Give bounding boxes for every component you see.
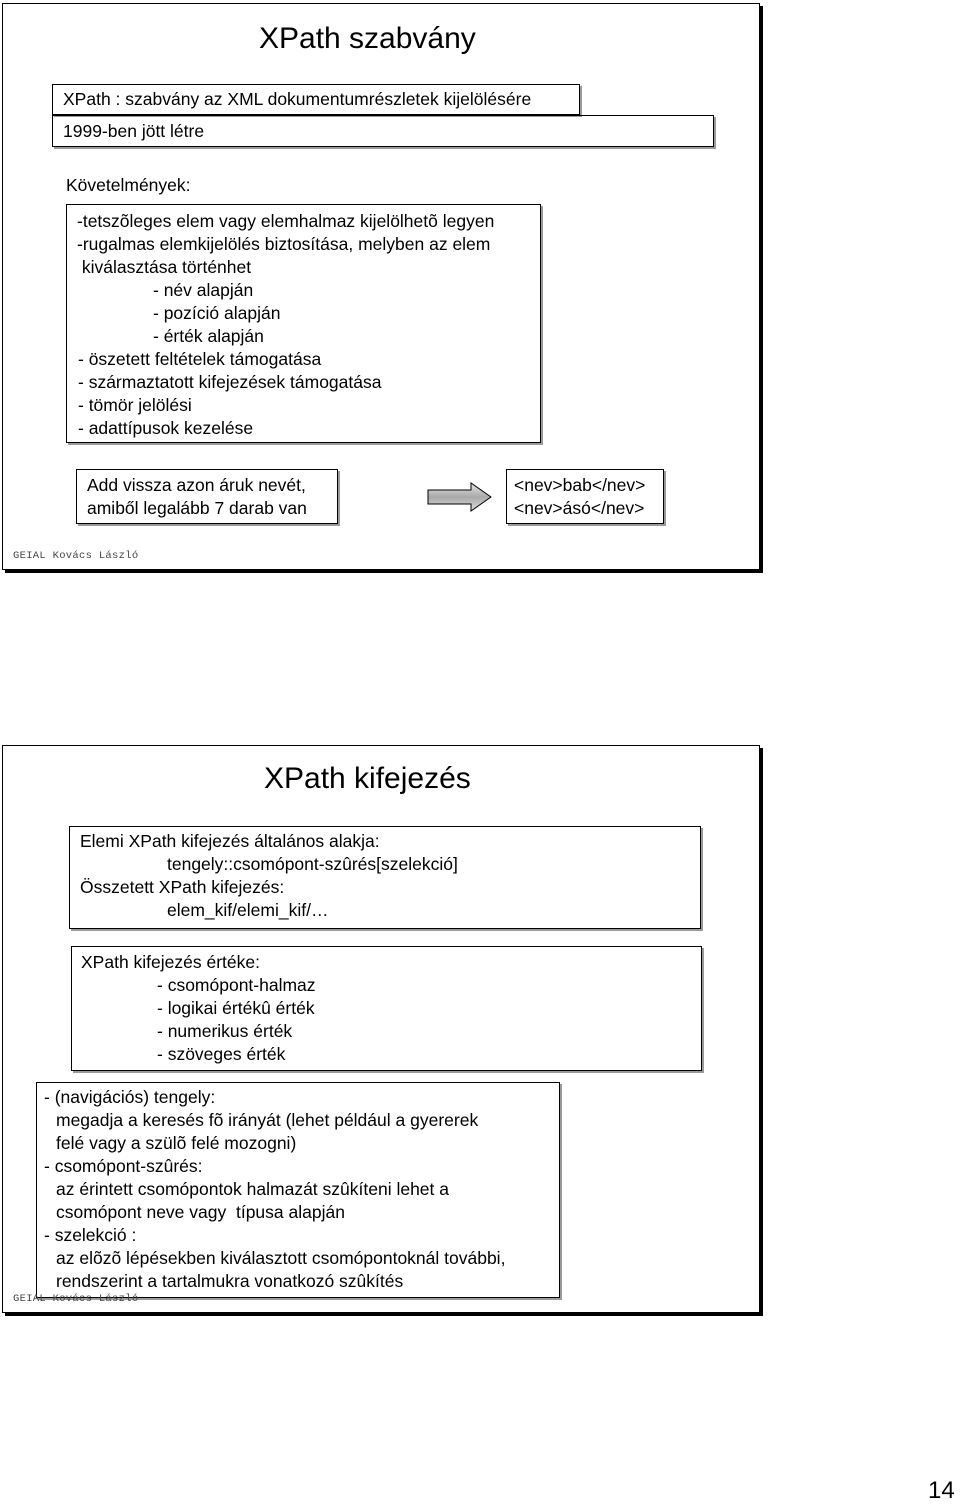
year-box	[52, 115, 714, 147]
slide-title: XPath szabvány	[259, 22, 476, 55]
query-box	[76, 469, 338, 524]
explanation-line: csomópont neve vagy típusa alapján	[56, 1202, 345, 1222]
value-type-line: XPath kifejezés értéke:	[81, 952, 260, 972]
requirement-item: - név alapján	[153, 280, 254, 300]
arrow-right-icon	[427, 482, 493, 512]
requirement-item: - pozíció alapján	[153, 303, 281, 323]
explanation-line: - (navigációs) tengely:	[44, 1087, 216, 1107]
slide-title: XPath kifejezés	[264, 762, 471, 795]
result-line: <nev>ásó</nev>	[514, 498, 645, 518]
explanation-line: az érintett csomópontok halmazát szûkíteni lehet a	[56, 1179, 449, 1199]
definition-text: XPath : szabvány az XML dokumentumrészletek kijelölésére	[63, 89, 532, 109]
year-text: 1999-ben jött létre	[63, 121, 205, 141]
explanation-line: megadja a keresés fõ irányát (lehet például a gyererek	[56, 1110, 479, 1130]
general-form-line: tengely::csomópont-szûrés[szelekció]	[167, 854, 458, 874]
general-form-box	[69, 826, 701, 929]
general-form-line: Elemi XPath kifejezés általános alakja:	[80, 831, 380, 851]
requirements-box	[66, 204, 541, 443]
explanation-line: - csomópont-szûrés:	[44, 1156, 203, 1176]
result-box	[506, 469, 664, 524]
explanation-line: rendszerint a tartalmukra vonatkozó szûkítés	[56, 1271, 404, 1291]
value-type-line: - csomópont-halmaz	[157, 975, 316, 995]
slide-footer: GEIAL Kovács László	[13, 550, 139, 562]
requirements-heading: Követelmények:	[66, 175, 191, 195]
value-types-box	[71, 946, 702, 1071]
definition-box	[52, 84, 580, 115]
slide-footer: GEIAL Kovács László	[13, 1293, 139, 1305]
slide-xpath-szabvany	[2, 3, 760, 570]
general-form-line: elem_kif/elemi_kif/…	[167, 900, 329, 920]
explanation-line: - szelekció :	[44, 1225, 137, 1245]
requirement-item: - származtatott kifejezések támogatása	[78, 372, 382, 392]
requirement-item: - érték alapján	[153, 326, 264, 346]
explanation-line: az elõzõ lépésekben kiválasztott csomópontoknál további,	[56, 1248, 506, 1268]
requirement-item: - tömör jelölési	[78, 395, 192, 415]
result-line: <nev>bab</nev>	[514, 475, 646, 495]
query-line: amiből legalább 7 darab van	[87, 498, 307, 518]
requirement-item: - adattípusok kezelése	[78, 418, 254, 438]
value-type-line: - szöveges érték	[157, 1044, 286, 1064]
requirement-item: -rugalmas elemkijelölés biztosítása, melyben az elem	[77, 234, 491, 254]
query-line: Add vissza azon áruk nevét,	[87, 475, 306, 495]
page-number: 14	[928, 1477, 955, 1504]
explanation-line: felé vagy a szülõ felé mozogni)	[56, 1133, 297, 1153]
value-type-line: - numerikus érték	[157, 1021, 293, 1041]
requirement-item: -tetszõleges elem vagy elemhalmaz kijelölhetõ legyen	[77, 211, 495, 231]
explanation-box	[36, 1082, 560, 1298]
requirement-item: kiválasztása történhet	[77, 257, 252, 277]
slide-xpath-kifejezes	[2, 745, 760, 1313]
general-form-line: Összetett XPath kifejezés:	[80, 877, 285, 897]
value-type-line: - logikai értékû érték	[157, 998, 315, 1018]
requirement-item: - öszetett feltételek támogatása	[78, 349, 322, 369]
